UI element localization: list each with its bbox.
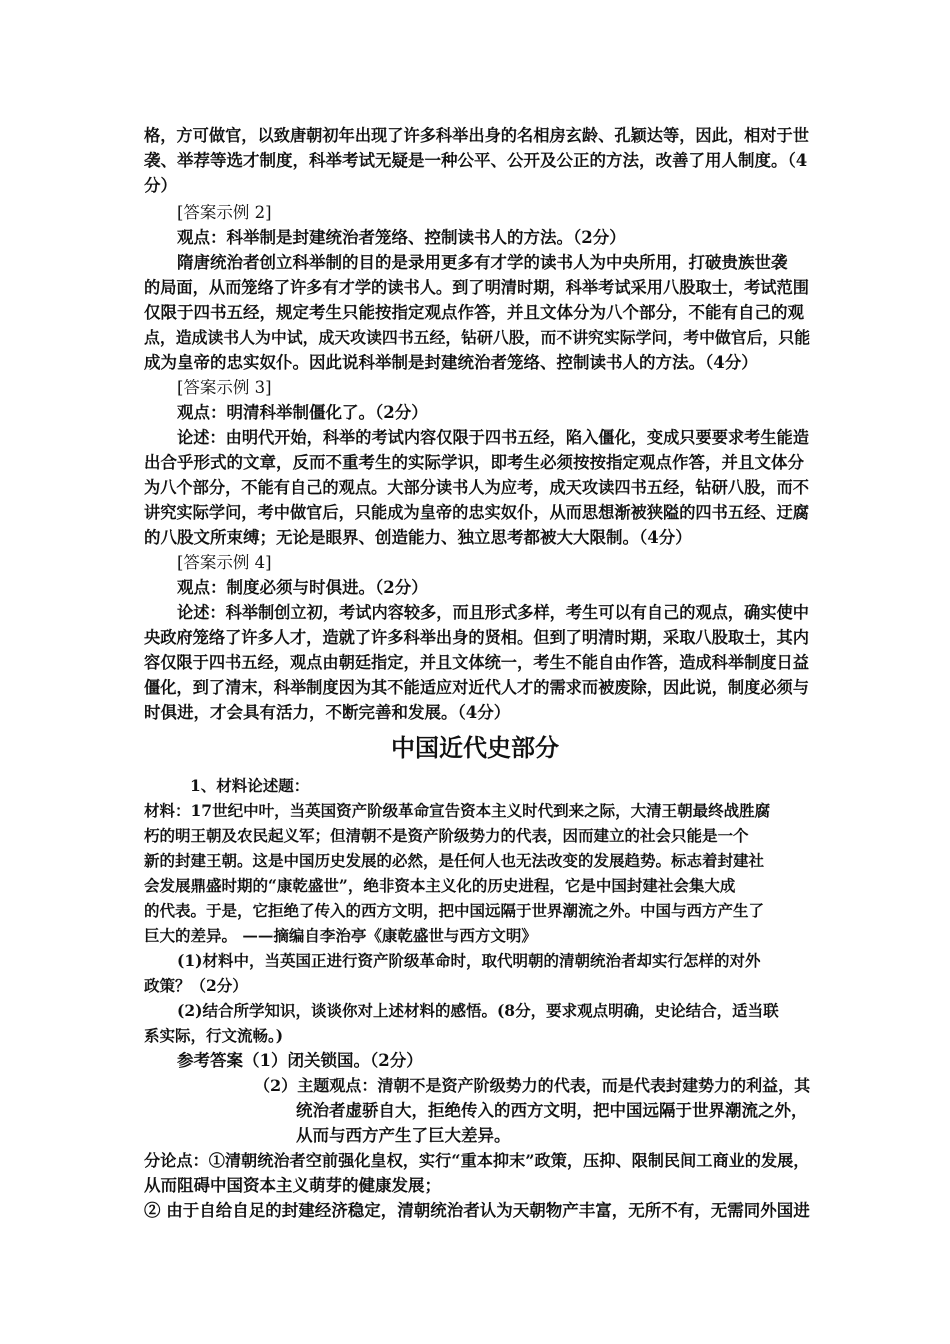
question-title: 1、材料论述题： (190, 776, 310, 795)
answer-line: 从而与西方产生了巨大差异。 (296, 1126, 511, 1145)
paragraph-line: 仅限于四书五经，规定考生只能按指定观点作答，并且文体分为八个部分，不能有自己的观 (144, 303, 804, 322)
paragraph-line: 隋唐统治者创立科举制的目的是录用更多有才学的读书人为中央所用，打破贵族世袭 (177, 253, 788, 272)
paragraph-line: 格，方可做官，以致唐朝初年出现了许多科举出身的名相房玄龄、孔颖达等，因此，相对于世 (144, 126, 809, 145)
paragraph-line: 袭、举荐等选才制度，科举考试无疑是一种公平、公开及公正的方法，改善了用人制度。（4 (144, 151, 808, 170)
material-line: 巨大的差异。 ——摘编自李治亭《康乾盛世与西方文明》 (144, 926, 537, 945)
paragraph-line: 僵化，到了清末，科举制度因为其不能适应对近代人才的需求而被废除，因此说，制度必须与 (144, 678, 809, 697)
paragraph-line: 时俱进，才会具有活力，不断完善和发展。（4分） (144, 703, 511, 722)
answer-line: （2）主题观点：清朝不是资产阶级势力的代表，而是代表封建势力的利益，其 (254, 1076, 811, 1095)
material-line: 朽的明王朝及农民起义军；但清朝不是资产阶级势力的代表，因而建立的社会只能是一个 (144, 826, 749, 845)
sub-question-line: (1)材料中，当英国正进行资产阶级革命时，取代明朝的清朝统治者却实行怎样的对外 (177, 951, 761, 970)
viewpoint-line: 观点：制度必须与时俱进。（2分） (177, 578, 428, 597)
answer-line: 分论点：①清朝统治者空前强化皇权，实行“重本抑末”政策，压抑、限制民间工商业的发展， (144, 1151, 810, 1170)
paragraph-line: 论述：由明代开始，科举的考试内容仅限于四书五经，陷入僵化，变成只要要求考生能造 (177, 428, 809, 447)
sub-question-line: (2)结合所学知识，谈谈你对上述材料的感悟。(8分，要求观点明确，史论结合，适当联 (177, 1001, 779, 1020)
paragraph-line: 为八个部分，不能有自己的观点。大部分读书人为应考，成天攻读四书五经，钻研八股，而不 (144, 478, 809, 497)
material-line: 材料：17世纪中叶，当英国资产阶级革命宣告资本主义时代到来之际，大清王朝最终战胜腐 (144, 801, 771, 820)
paragraph-line: 央政府笼络了许多人才，造就了许多科举出身的贤相。但到了明清时期，采取八股取士，其内 (144, 628, 809, 647)
viewpoint-line: 观点：明清科举制僵化了。（2分） (177, 403, 428, 422)
sub-question-line: 政策？（2分） (144, 976, 248, 995)
material-line: 新的封建王朝。这是中国历史发展的必然，是任何人也无法改变的发展趋势。标志着封建社 (144, 851, 765, 870)
material-line: 的代表。于是，它拒绝了传入的西方文明，把中国远隔于世界潮流之外。中国与西方产生了 (144, 901, 765, 920)
viewpoint-line: 观点：科举制是封建统治者笼络、控制读书人的方法。（2分） (177, 228, 626, 247)
answer-line: ② 由于自给自足的封建经济稳定，清朝统治者认为天朝物产丰富，无所不有，无需同外国进 (144, 1201, 810, 1220)
answer-line: 统治者虚骄自大，拒绝传入的西方文明，把中国远隔于世界潮流之外， (296, 1101, 808, 1120)
paragraph-line: 出合乎形式的文章，反而不重考生的实际学识，即考生必须按按指定观点作答，并且文体分 (144, 453, 804, 472)
sub-question-line: 系实际，行文流畅。) (144, 1026, 284, 1045)
section-heading: 中国近代史部分 (391, 734, 559, 762)
paragraph-line: 讲究实际学问，考中做官后，只能成为皇帝的忠实奴仆，从而思想渐被狭隘的四书五经、迂腐 (144, 503, 809, 522)
answer-line: 从而阻碍中国资本主义萌芽的健康发展； (144, 1176, 441, 1195)
answer-example-label: [答案示例 4] (177, 553, 272, 572)
paragraph-line: 成为皇帝的忠实奴仆。因此说科举制是封建统治者笼络、控制读书人的方法。（4分） (144, 353, 758, 372)
paragraph-line: 点，造成读书人为中试，成天攻读四书五经，钻研八股，而不讲究实际学问，考中做官后，只能 (144, 328, 811, 347)
paragraph-line: 论述：科举制创立初，考试内容较多，而且形式多样，考生可以有自己的观点，确实使中 (177, 603, 809, 622)
answer-example-label: [答案示例 2] (177, 203, 272, 222)
paragraph-line: 的八股文所束缚；无论是眼界、创造能力、独立思考都被大大限制。（4分） (144, 528, 692, 547)
material-line: 会发展鼎盛时期的“康乾盛世”，绝非资本主义化的历史进程，它是中国封建社会集大成 (144, 876, 736, 895)
answer-example-label: [答案示例 3] (177, 378, 272, 397)
paragraph-line: 容仅限于四书五经，观点由朝廷指定，并且文体统一，考生不能自由作答，造成科举制度日益 (144, 653, 809, 672)
reference-answer-line: 参考答案（1）闭关锁国。（2分） (177, 1051, 423, 1070)
paragraph-line: 分） (144, 176, 177, 195)
paragraph-line: 的局面，从而笼络了许多有才学的读书人。到了明清时期，科举考试采用八股取士，考试范围 (144, 278, 809, 297)
